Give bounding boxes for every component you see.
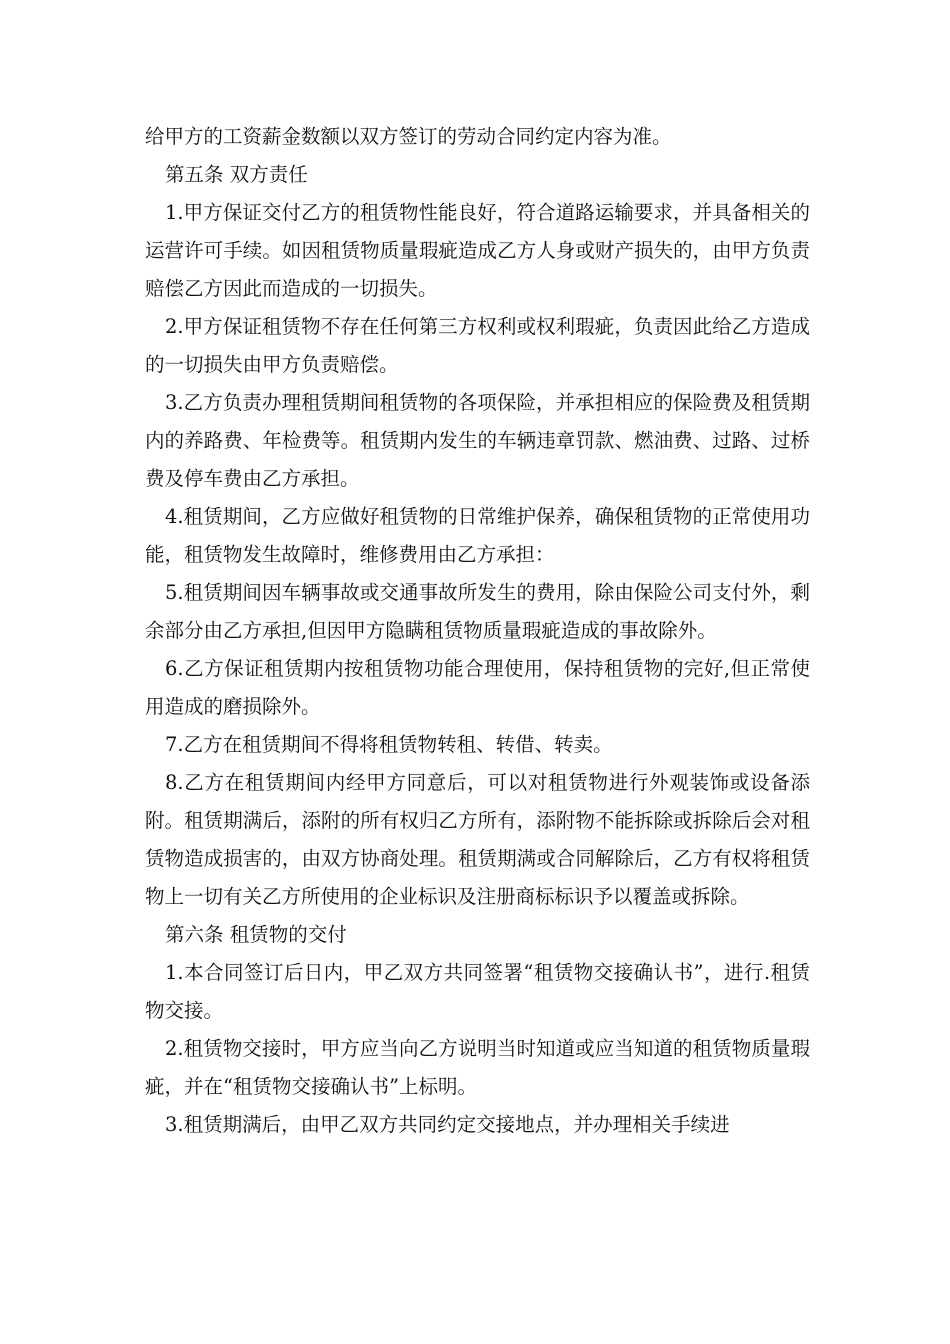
section-heading-article-5: 第五条 双方责任 bbox=[165, 163, 308, 186]
clause-6-1: 1.本合同签订后日内，甲乙双方共同签署“租赁物交接确认书”，进行.租赁物交接。 bbox=[145, 961, 810, 1022]
section-heading-article-6: 第六条 租赁物的交付 bbox=[165, 923, 347, 946]
clause-6-3: 3.租赁期满后，由甲乙双方共同约定交接地点，并办理相关手续进 bbox=[165, 1113, 730, 1136]
clause-5-2: 2.甲方保证租赁物不存在任何第三方权利或权利瑕疵，负责因此给乙方造成的一切损失由甲方负责赔偿。 bbox=[145, 315, 810, 376]
clause-5-5: 5.租赁期间因车辆事故或交通事故所发生的费用，除由保险公司支付外，剩余部分由乙方承担,但因甲方隐瞒租赁物质量瑕疵造成的事故除外。 bbox=[145, 581, 810, 642]
clause-5-4: 4.租赁期间，乙方应做好租赁物的日常维护保养，确保租赁物的正常使用功能，租赁物发生故障时，维修费用由乙方承担： bbox=[145, 505, 810, 566]
clause-5-7: 7.乙方在租赁期间不得将租赁物转租、转借、转卖。 bbox=[165, 733, 613, 756]
clause-5-8: 8.乙方在租赁期间内经甲方同意后，可以对租赁物进行外观装饰或设备添附。租赁期满后，添附的所有权归乙方所有，添附物不能拆除或拆除后会对租赁物造成损害的，由双方协商处理。租赁期满或合同解除后，乙方有权将租赁物上一切有关乙方所使用的企业标识及注册商标标识予以覆盖或拆除。 bbox=[145, 771, 810, 908]
clause-6-2: 2.租赁物交接时，甲方应当向乙方说明当时知道或应当知道的租赁物质量瑕疵，并在“租赁物交接确认书”上标明。 bbox=[145, 1037, 810, 1098]
clause-5-6: 6.乙方保证租赁期内按租赁物功能合理使用，保持租赁物的完好,但正常使用造成的磨损除外。 bbox=[145, 657, 810, 718]
clause-5-3: 3.乙方负责办理租赁期间租赁物的各项保险，并承担相应的保险费及租赁期内的养路费、年检费等。租赁期内发生的车辆违章罚款、燃油费、过路、过桥费及停车费由乙方承担。 bbox=[145, 391, 810, 490]
paragraph-continuation: 给甲方的工资薪金数额以双方签订的劳动合同约定内容为准。 bbox=[145, 125, 672, 148]
clause-5-1: 1.甲方保证交付乙方的租赁物性能良好，符合道路运输要求，并具备相关的运营许可手续。如因租赁物质量瑕疵造成乙方人身或财产损失的，由甲方负责赔偿乙方因此而造成的一切损失。 bbox=[145, 201, 810, 300]
document-body bbox=[145, 118, 810, 1144]
